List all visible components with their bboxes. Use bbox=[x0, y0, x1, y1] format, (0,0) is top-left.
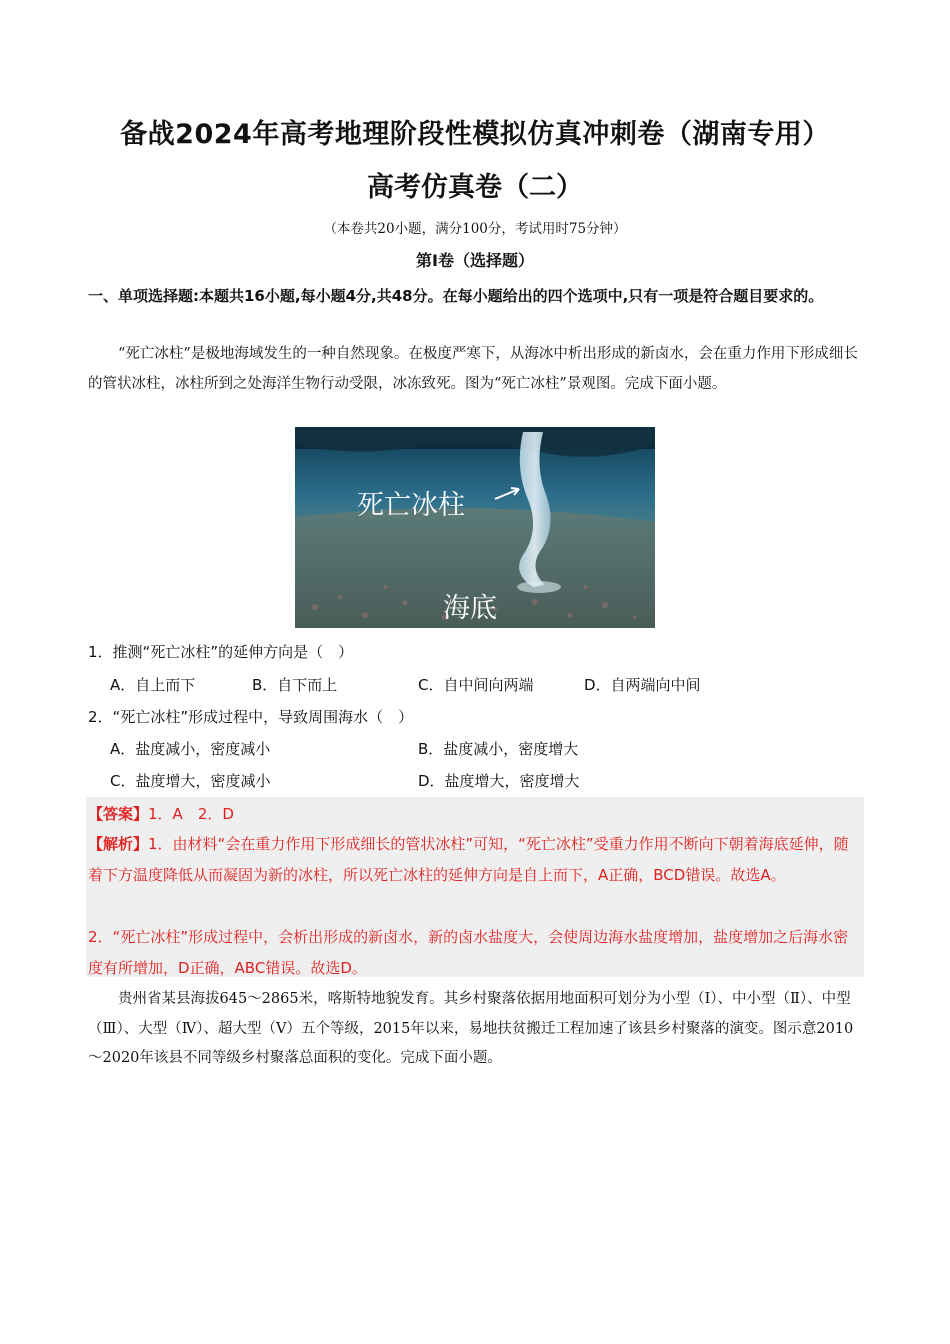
q1-option-b[interactable]: B．自下而上 bbox=[252, 676, 338, 694]
instructions: 一、单项选择题:本题共16小题,每小题4分,共48分。在每小题给出的四个选项中,只有一项是符合题目要求的。 bbox=[88, 287, 824, 305]
q2-option-d[interactable]: D．盐度增大，密度增大 bbox=[418, 772, 580, 790]
exam-note: （本卷共20小题，满分100分，考试用时75分钟） bbox=[323, 221, 627, 237]
passage-2: 贵州省某县海拔645～2865米，喀斯特地貌发育。其乡村聚落依据用地面积可划分为小型（Ⅰ）、中小型（Ⅱ）、中型（Ⅲ）、大型（Ⅳ）、超大型（Ⅴ）五个等级，2015年以来，易地扶贫搬迁工程加速了该县乡村聚落的演变。图示意2010～2020年该县不同等级乡村聚落总面积的变化。完成下面小题。 bbox=[88, 991, 854, 1066]
analysis-2: 2．“死亡冰柱”形成过程中，会析出形成的新卤水，新的卤水盐度大，会使周边海水盐度增加，盐度增加之后海水密度有所增加，D正确，ABC错误。故选D。 bbox=[88, 928, 849, 977]
passage-1: “死亡冰柱”是极地海域发生的一种自然现象。在极度严寒下，从海冰中析出形成的新卤水，会在重力作用下形成细长的管状冰柱，冰柱所到之处海洋生物行动受限，冰冻致死。图为“死亡冰柱”景观图。完成下面小题。 bbox=[88, 346, 858, 392]
figure-label-seabed: 海底 bbox=[443, 593, 497, 624]
q2-option-b[interactable]: B．盐度减小，密度增大 bbox=[418, 740, 579, 758]
title-line2: 高考仿真卷（二） bbox=[367, 172, 583, 203]
q2-option-a[interactable]: A．盐度减小，密度减小 bbox=[110, 740, 271, 758]
figure-label-column: 死亡冰柱 bbox=[357, 490, 465, 521]
question-1-stem: 1．推测“死亡冰柱”的延伸方向是（ ） bbox=[88, 643, 354, 661]
title-line1: 备战2024年高考地理阶段性模拟仿真冲刺卷（湖南专用） bbox=[120, 119, 830, 150]
q1-option-a[interactable]: A．自上而下 bbox=[110, 676, 196, 694]
q2-option-c[interactable]: C．盐度增大，密度减小 bbox=[110, 772, 271, 790]
answer-tag: 【答案】 bbox=[88, 805, 149, 823]
q1-option-c[interactable]: C．自中间向两端 bbox=[418, 676, 534, 694]
question-2-stem: 2．“死亡冰柱”形成过程中，导致周围海水（ ） bbox=[88, 708, 414, 726]
answer-text: 1．A 2．D bbox=[148, 805, 234, 823]
analysis-1 bbox=[88, 829, 863, 891]
analysis-tag: 【解析】 bbox=[88, 835, 149, 853]
section-heading: 第Ⅰ卷（选择题） bbox=[416, 251, 534, 270]
q1-option-d[interactable]: D．自两端向中间 bbox=[584, 676, 701, 694]
death-icicle-photo bbox=[295, 427, 655, 628]
analysis-1-text: 1．由材料“会在重力作用下形成细长的管状冰柱”可知，“死亡冰柱”受重力作用不断向下朝着海底延伸，随着下方温度降低从而凝固为新的冰柱，所以死亡冰柱的延伸方向是自上而下，A正确，BCD错误。故选A。 bbox=[88, 835, 849, 884]
answer-line bbox=[88, 799, 863, 830]
